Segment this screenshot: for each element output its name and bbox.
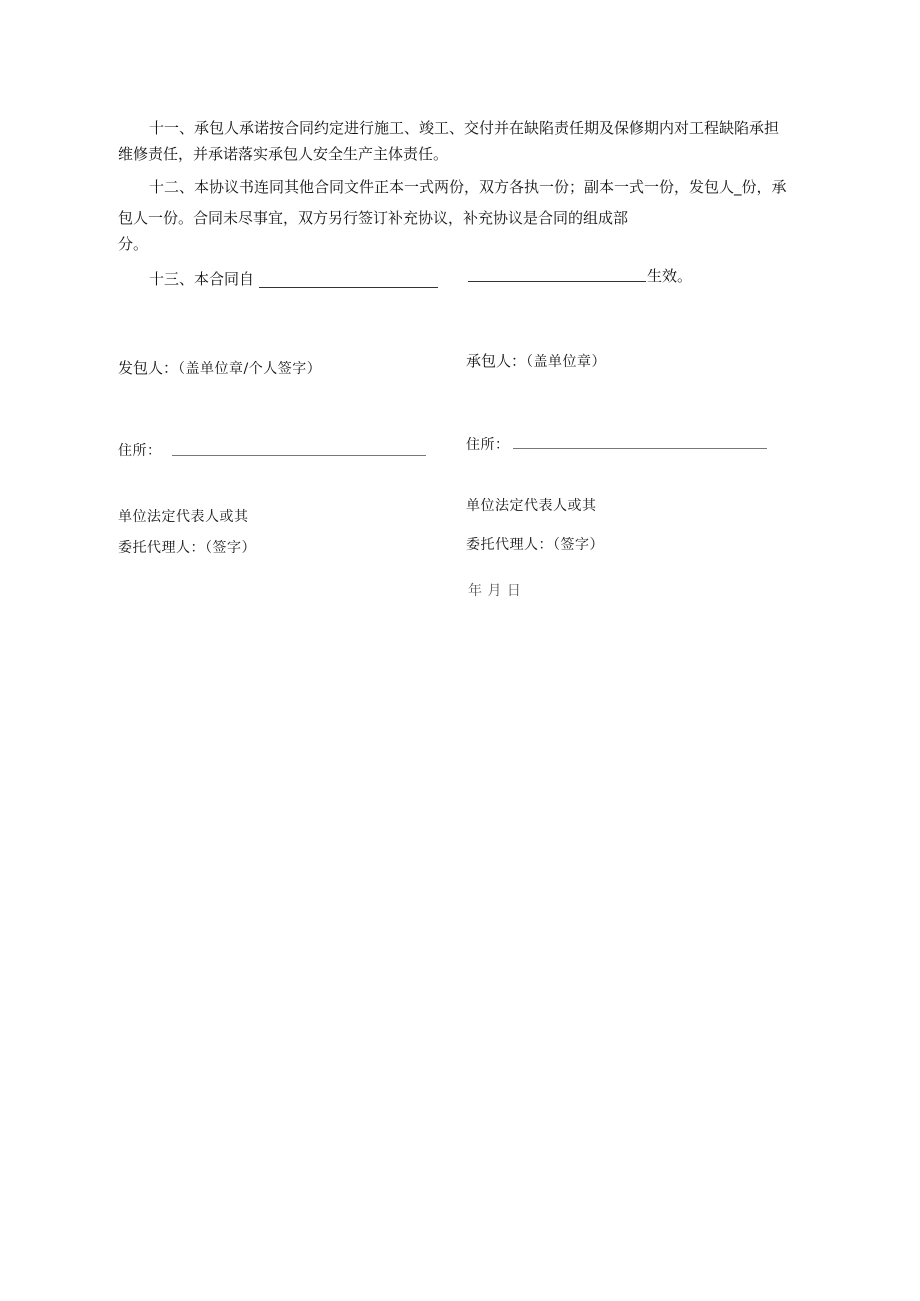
employer-address-blank — [172, 455, 426, 456]
contractor-date-text: 年 月 日 — [468, 583, 522, 599]
contractor-representative-line-2: 委托代理人：（签字） — [466, 537, 604, 553]
employer-representative-line-1: 单位法定代表人或其 — [118, 509, 249, 525]
clause-13-prefix: 十三、本合同自 — [149, 270, 255, 288]
contractor-label: 承包人： — [466, 352, 527, 370]
contractor-address-blank — [513, 448, 767, 449]
clause-12-line-2: 包人一份。合同未尽事宜，双方另行签订补充协议，补充协议是合同的组成部 — [118, 209, 629, 227]
clause-11-line-2: 维修责任，并承诺落实承包人安全生产主体责任。 — [118, 145, 449, 163]
effective-date-end-blank — [468, 281, 646, 282]
contractor-representative-line-1: 单位法定代表人或其 — [466, 498, 597, 514]
contractor-date-cutoff — [468, 583, 538, 599]
clause-11-line-1: 十一、承包人承诺按合同约定进行施工、竣工、交付并在缺陷责任期及保修期内对工程缺陷承担 — [149, 119, 780, 137]
contractor-signature-block — [466, 350, 606, 371]
clause-12-line-1: 十二、本协议书连同其他合同文件正本一式两份，双方各执一份；副本一式一份，发包人_份，承 — [149, 178, 787, 196]
employer-representative-line-2: 委托代理人：（签字） — [118, 540, 256, 556]
contractor-address-label: 住所： — [466, 437, 510, 453]
effective-date-start-blank — [259, 287, 438, 288]
clause-13-suffix: 生效。 — [647, 267, 693, 285]
employer-label: 发包人： — [118, 359, 179, 377]
employer-seal-note: （盖单位章/个人签字） — [178, 361, 322, 377]
contractor-seal-note: （盖单位章） — [526, 354, 607, 370]
clause-12-line-3: 分。 — [118, 235, 149, 253]
employer-signature-block — [118, 357, 321, 378]
employer-address-label: 住所： — [118, 443, 162, 459]
